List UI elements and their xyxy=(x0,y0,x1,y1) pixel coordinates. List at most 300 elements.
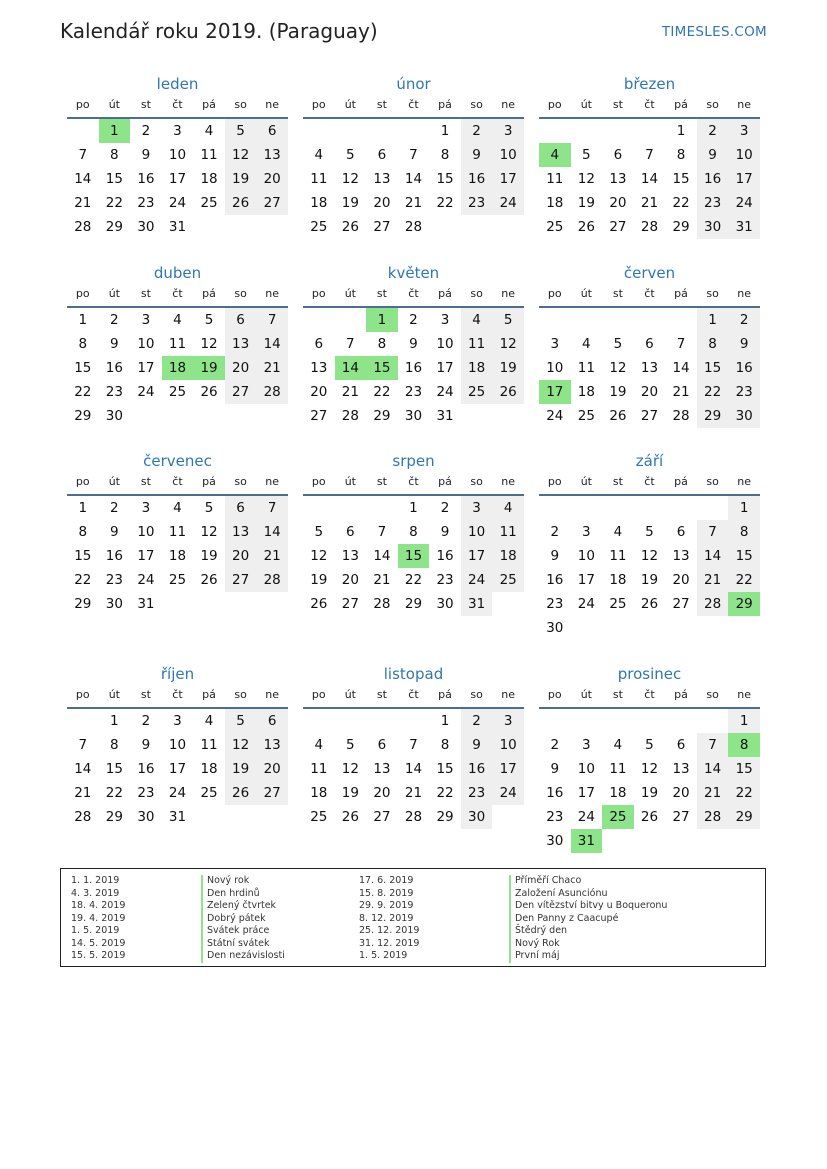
weekday-label: so xyxy=(706,475,719,488)
week-row xyxy=(67,119,288,143)
day-cell: 9 xyxy=(141,737,151,753)
day-cell: 8 xyxy=(697,332,729,356)
page-title: Kalendář roku 2019. (Paraguay) xyxy=(60,19,378,43)
legend-date: 1. 5. 2019 xyxy=(359,950,408,961)
day-cell: 28 xyxy=(640,219,659,235)
day-cell: 7 xyxy=(676,336,686,352)
weekday-label: út xyxy=(580,98,592,111)
day-cell: 5 xyxy=(204,500,214,516)
week-row xyxy=(67,308,288,332)
empty-cell xyxy=(67,709,99,733)
day-cell: 20 xyxy=(672,785,690,801)
legend-date: 14. 5. 2019 xyxy=(71,937,126,949)
day-cell: 3 xyxy=(492,709,524,733)
month-září xyxy=(539,449,760,640)
day-cell: 30 xyxy=(546,620,564,636)
day-cell: 4 xyxy=(204,123,214,139)
day-cell: 22 xyxy=(105,785,123,801)
day-cell: 16 xyxy=(546,785,564,801)
weekday-label: čt xyxy=(408,475,419,488)
day-cell: 9 xyxy=(141,147,151,163)
week-row xyxy=(303,119,524,143)
weekday-label: st xyxy=(612,688,623,701)
day-cell: 23 xyxy=(404,384,423,400)
legend-holiday-name: Nový rok xyxy=(201,875,285,888)
weekday-label: so xyxy=(706,287,719,300)
day-cell: 6 xyxy=(377,147,387,163)
holiday-day-cell: 19 xyxy=(193,356,225,380)
weekday-label: ne xyxy=(737,475,752,488)
day-cell: 22 xyxy=(373,384,391,400)
month-duben xyxy=(67,261,288,428)
day-cell: 19 xyxy=(225,757,257,781)
day-cell: 24 xyxy=(492,191,524,215)
day-cell: 3 xyxy=(141,500,151,516)
day-cell: 9 xyxy=(550,548,560,564)
week-row xyxy=(67,215,288,239)
day-cell: 16 xyxy=(137,171,155,187)
day-cell: 21 xyxy=(697,568,729,592)
empty-cell xyxy=(335,709,367,733)
empty-cell xyxy=(193,404,225,428)
month-name: listopad xyxy=(383,665,444,683)
week-row xyxy=(303,191,524,215)
day-cell: 20 xyxy=(373,785,391,801)
weekday-header xyxy=(539,685,760,709)
day-cell: 17 xyxy=(492,757,524,781)
day-cell: 16 xyxy=(461,757,493,781)
month-name: červenec xyxy=(143,452,212,470)
day-cell: 11 xyxy=(461,332,493,356)
day-cell: 27 xyxy=(225,568,257,592)
day-cell: 31 xyxy=(461,592,493,616)
day-cell: 4 xyxy=(613,524,623,540)
day-cell: 1 xyxy=(676,123,686,139)
weekday-label: pá xyxy=(674,475,688,488)
weekday-header xyxy=(67,284,288,308)
day-cell: 25 xyxy=(577,408,595,424)
day-cell: 13 xyxy=(225,332,257,356)
empty-cell xyxy=(492,215,524,239)
day-cell: 9 xyxy=(440,524,450,540)
weekday-label: čt xyxy=(172,475,183,488)
day-cell: 22 xyxy=(105,195,123,211)
holiday-day-cell: 15 xyxy=(366,356,398,380)
day-cell: 25 xyxy=(200,785,218,801)
weekday-label: út xyxy=(580,688,592,701)
week-row xyxy=(303,332,524,356)
day-cell: 3 xyxy=(728,119,760,143)
week-row xyxy=(303,380,524,404)
weekday-label: po xyxy=(75,287,90,300)
weekday-label: st xyxy=(376,98,387,111)
week-row xyxy=(539,119,760,143)
weekday-header xyxy=(67,95,288,119)
weekday-label: pá xyxy=(202,475,216,488)
month-srpen xyxy=(303,449,524,616)
day-cell: 9 xyxy=(409,336,418,352)
empty-cell xyxy=(130,404,162,428)
site-logo-text[interactable]: TIMESLES.COM xyxy=(661,24,767,40)
empty-cell xyxy=(602,709,634,733)
day-cell: 31 xyxy=(168,809,187,825)
day-cell: 12 xyxy=(341,761,359,777)
day-cell: 1 xyxy=(78,500,88,516)
day-cell: 17 xyxy=(168,761,187,777)
empty-cell xyxy=(571,709,603,733)
day-cell: 13 xyxy=(373,171,391,187)
holiday-day-cell: 1 xyxy=(366,308,398,332)
week-row xyxy=(303,167,524,191)
month-name: říjen xyxy=(160,665,195,683)
day-cell: 11 xyxy=(609,548,627,564)
day-cell: 27 xyxy=(609,219,627,235)
day-cell: 16 xyxy=(728,356,760,380)
empty-cell xyxy=(225,592,257,616)
day-cell: 26 xyxy=(225,781,257,805)
day-cell: 19 xyxy=(200,548,218,564)
day-cell: 14 xyxy=(640,171,659,187)
day-cell: 19 xyxy=(609,384,627,400)
day-cell: 20 xyxy=(640,384,659,400)
day-cell: 29 xyxy=(404,596,423,612)
empty-cell xyxy=(303,496,335,520)
month-březen xyxy=(539,72,760,239)
week-row xyxy=(67,757,288,781)
empty-cell xyxy=(571,119,603,143)
weekday-header xyxy=(303,472,524,496)
week-row xyxy=(67,544,288,568)
weekday-label: čt xyxy=(172,688,183,701)
day-cell: 11 xyxy=(168,336,187,352)
day-cell: 23 xyxy=(461,191,493,215)
day-cell: 29 xyxy=(74,596,92,612)
day-cell: 10 xyxy=(492,733,524,757)
day-cell: 1 xyxy=(78,312,88,328)
empty-cell xyxy=(303,709,335,733)
weekday-label: ne xyxy=(265,688,280,701)
weekday-label: po xyxy=(547,475,562,488)
weekday-label: čt xyxy=(644,475,655,488)
day-cell: 6 xyxy=(256,709,288,733)
weekday-label: po xyxy=(311,688,326,701)
day-cell: 13 xyxy=(672,761,690,777)
day-cell: 4 xyxy=(173,500,182,516)
empty-cell xyxy=(602,496,634,520)
weekday-label: čt xyxy=(644,688,655,701)
day-cell: 3 xyxy=(582,737,591,753)
week-row xyxy=(67,380,288,404)
day-cell: 4 xyxy=(314,147,324,163)
empty-cell xyxy=(539,308,571,332)
day-cell: 6 xyxy=(676,524,686,540)
legend-dates-right xyxy=(359,875,419,963)
day-cell: 27 xyxy=(672,809,690,825)
day-cell: 10 xyxy=(436,336,454,352)
weekday-label: ne xyxy=(265,475,280,488)
day-cell: 22 xyxy=(697,380,729,404)
day-cell: 10 xyxy=(137,336,155,352)
day-cell: 5 xyxy=(204,312,214,328)
empty-cell xyxy=(67,119,99,143)
weekday-label: st xyxy=(140,287,151,300)
day-cell: 2 xyxy=(409,312,418,328)
legend-holiday-name: Státní svátek xyxy=(201,938,285,951)
day-cell: 12 xyxy=(609,360,627,376)
day-cell: 9 xyxy=(461,143,493,167)
month-name: leden xyxy=(156,75,199,93)
day-cell: 23 xyxy=(546,809,564,825)
day-cell: 22 xyxy=(728,781,760,805)
day-cell: 20 xyxy=(256,757,288,781)
day-cell: 23 xyxy=(436,572,454,588)
holiday-day-cell: 29 xyxy=(728,592,760,616)
day-cell: 7 xyxy=(346,336,355,352)
empty-cell xyxy=(665,308,697,332)
legend-holiday-name: Svátek práce xyxy=(201,925,285,938)
day-cell: 7 xyxy=(409,737,418,753)
day-cell: 26 xyxy=(200,384,218,400)
weekday-label: út xyxy=(580,475,592,488)
day-cell: 12 xyxy=(200,524,218,540)
day-cell: 25 xyxy=(492,568,524,592)
legend-names-right xyxy=(509,875,667,963)
legend-date: 29. 9. 2019 xyxy=(359,900,414,911)
day-cell: 5 xyxy=(613,336,623,352)
day-cell: 20 xyxy=(609,195,627,211)
week-row xyxy=(67,592,288,616)
empty-cell xyxy=(697,496,729,520)
weekday-label: čt xyxy=(172,287,183,300)
weekday-label: so xyxy=(234,98,247,111)
day-cell: 27 xyxy=(310,408,328,424)
day-cell: 3 xyxy=(582,524,591,540)
day-cell: 6 xyxy=(256,119,288,143)
weekday-label: čt xyxy=(408,688,419,701)
day-cell: 11 xyxy=(492,520,524,544)
weekday-label: ne xyxy=(737,98,752,111)
day-cell: 10 xyxy=(728,143,760,167)
day-cell: 13 xyxy=(256,143,288,167)
day-cell: 25 xyxy=(168,384,187,400)
weekday-header xyxy=(303,95,524,119)
day-cell: 28 xyxy=(256,568,288,592)
day-cell: 8 xyxy=(676,147,686,163)
day-cell: 19 xyxy=(310,572,328,588)
day-cell: 21 xyxy=(404,785,423,801)
weekday-header xyxy=(303,685,524,709)
week-row xyxy=(539,143,760,167)
week-row xyxy=(67,805,288,829)
day-cell: 3 xyxy=(550,336,560,352)
day-cell: 12 xyxy=(225,733,257,757)
day-cell: 14 xyxy=(697,757,729,781)
week-row xyxy=(539,616,760,640)
day-cell: 13 xyxy=(640,360,659,376)
day-cell: 31 xyxy=(728,215,760,239)
day-cell: 18 xyxy=(461,356,493,380)
day-cell: 1 xyxy=(697,308,729,332)
weekday-label: pá xyxy=(202,688,216,701)
weekday-label: pá xyxy=(438,475,452,488)
empty-cell xyxy=(492,592,524,616)
day-cell: 10 xyxy=(577,761,595,777)
month-name: prosinec xyxy=(617,665,682,683)
week-row xyxy=(303,781,524,805)
week-row xyxy=(303,757,524,781)
day-cell: 30 xyxy=(137,219,155,235)
day-cell: 3 xyxy=(173,713,182,729)
day-cell: 11 xyxy=(310,761,328,777)
week-row xyxy=(303,544,524,568)
empty-cell xyxy=(193,592,225,616)
day-cell: 28 xyxy=(404,219,423,235)
weekday-label: so xyxy=(470,98,483,111)
day-cell: 16 xyxy=(137,761,155,777)
empty-cell xyxy=(665,829,697,853)
week-row xyxy=(539,404,760,428)
empty-cell xyxy=(602,829,634,853)
legend-date: 1. 5. 2019 xyxy=(71,925,120,936)
day-cell: 8 xyxy=(440,737,450,753)
day-cell: 28 xyxy=(697,592,729,616)
empty-cell xyxy=(303,308,335,332)
empty-cell xyxy=(697,829,729,853)
day-cell: 17 xyxy=(728,167,760,191)
day-cell: 26 xyxy=(577,219,595,235)
day-cell: 14 xyxy=(672,360,690,376)
day-cell: 7 xyxy=(256,496,288,520)
month-prosinec xyxy=(539,662,760,853)
month-listopad xyxy=(303,662,524,829)
day-cell: 28 xyxy=(373,596,391,612)
day-cell: 5 xyxy=(645,737,654,753)
day-cell: 21 xyxy=(672,384,690,400)
weekday-label: út xyxy=(108,688,120,701)
week-row xyxy=(539,781,760,805)
week-row xyxy=(539,356,760,380)
empty-cell xyxy=(256,592,288,616)
day-cell: 17 xyxy=(168,171,187,187)
day-cell: 1 xyxy=(440,713,450,729)
weekday-label: so xyxy=(234,688,247,701)
day-cell: 8 xyxy=(728,520,760,544)
day-cell: 6 xyxy=(346,524,355,540)
week-row xyxy=(539,496,760,520)
day-cell: 14 xyxy=(697,544,729,568)
day-cell: 27 xyxy=(672,596,690,612)
weekday-label: pá xyxy=(202,287,216,300)
day-cell: 11 xyxy=(200,147,218,163)
day-cell: 4 xyxy=(492,496,524,520)
week-row xyxy=(539,709,760,733)
day-cell: 7 xyxy=(78,147,88,163)
empty-cell xyxy=(571,308,603,332)
holiday-day-cell: 31 xyxy=(571,829,603,853)
weekday-label: ne xyxy=(501,287,516,300)
day-cell: 16 xyxy=(105,548,123,564)
week-row xyxy=(539,332,760,356)
day-cell: 22 xyxy=(672,195,690,211)
day-cell: 18 xyxy=(609,572,627,588)
day-cell: 31 xyxy=(137,596,155,612)
day-cell: 10 xyxy=(461,520,493,544)
week-row xyxy=(67,733,288,757)
day-cell: 10 xyxy=(492,143,524,167)
day-cell: 12 xyxy=(310,548,328,564)
week-row xyxy=(539,215,760,239)
legend-holiday-name: Den vítězství bitvy u Boqueronu xyxy=(509,900,667,913)
day-cell: 23 xyxy=(137,195,155,211)
day-cell: 15 xyxy=(105,171,123,187)
day-cell: 18 xyxy=(200,171,218,187)
day-cell: 29 xyxy=(105,809,123,825)
week-row xyxy=(303,805,524,829)
day-cell: 5 xyxy=(314,524,324,540)
day-cell: 25 xyxy=(310,809,328,825)
day-cell: 18 xyxy=(609,785,627,801)
month-name: červen xyxy=(623,264,676,282)
day-cell: 11 xyxy=(310,171,328,187)
day-cell: 15 xyxy=(74,360,92,376)
day-cell: 15 xyxy=(728,544,760,568)
empty-cell xyxy=(634,616,666,640)
day-cell: 28 xyxy=(672,408,690,424)
holiday-day-cell: 18 xyxy=(162,356,194,380)
month-leden xyxy=(67,72,288,239)
day-cell: 27 xyxy=(373,219,391,235)
day-cell: 22 xyxy=(728,568,760,592)
day-cell: 9 xyxy=(461,733,493,757)
weekday-label: pá xyxy=(674,287,688,300)
weekday-label: st xyxy=(612,98,623,111)
day-cell: 4 xyxy=(204,713,214,729)
day-cell: 6 xyxy=(613,147,623,163)
week-row xyxy=(539,733,760,757)
day-cell: 19 xyxy=(640,785,659,801)
day-cell: 10 xyxy=(137,524,155,540)
week-row xyxy=(539,191,760,215)
legend-holiday-name: Založení Asunciónu xyxy=(509,888,667,901)
day-cell: 21 xyxy=(640,195,659,211)
holiday-day-cell: 8 xyxy=(728,733,760,757)
day-cell: 24 xyxy=(577,809,595,825)
day-cell: 14 xyxy=(74,761,92,777)
empty-cell xyxy=(193,215,225,239)
weekday-label: so xyxy=(470,475,483,488)
week-row xyxy=(67,496,288,520)
day-cell: 16 xyxy=(546,572,564,588)
day-cell: 20 xyxy=(341,572,359,588)
day-cell: 25 xyxy=(200,195,218,211)
weekday-label: po xyxy=(547,98,562,111)
weekday-label: st xyxy=(376,688,387,701)
week-row xyxy=(539,380,760,404)
day-cell: 16 xyxy=(105,360,123,376)
day-cell: 19 xyxy=(640,572,659,588)
day-cell: 1 xyxy=(110,713,119,729)
day-cell: 3 xyxy=(461,496,493,520)
empty-cell xyxy=(335,119,367,143)
day-cell: 21 xyxy=(256,356,288,380)
day-cell: 3 xyxy=(141,312,151,328)
day-cell: 7 xyxy=(697,520,729,544)
day-cell: 26 xyxy=(225,191,257,215)
day-cell: 8 xyxy=(440,147,450,163)
month-name: březen xyxy=(623,75,676,93)
empty-cell xyxy=(366,709,398,733)
day-cell: 10 xyxy=(168,737,187,753)
